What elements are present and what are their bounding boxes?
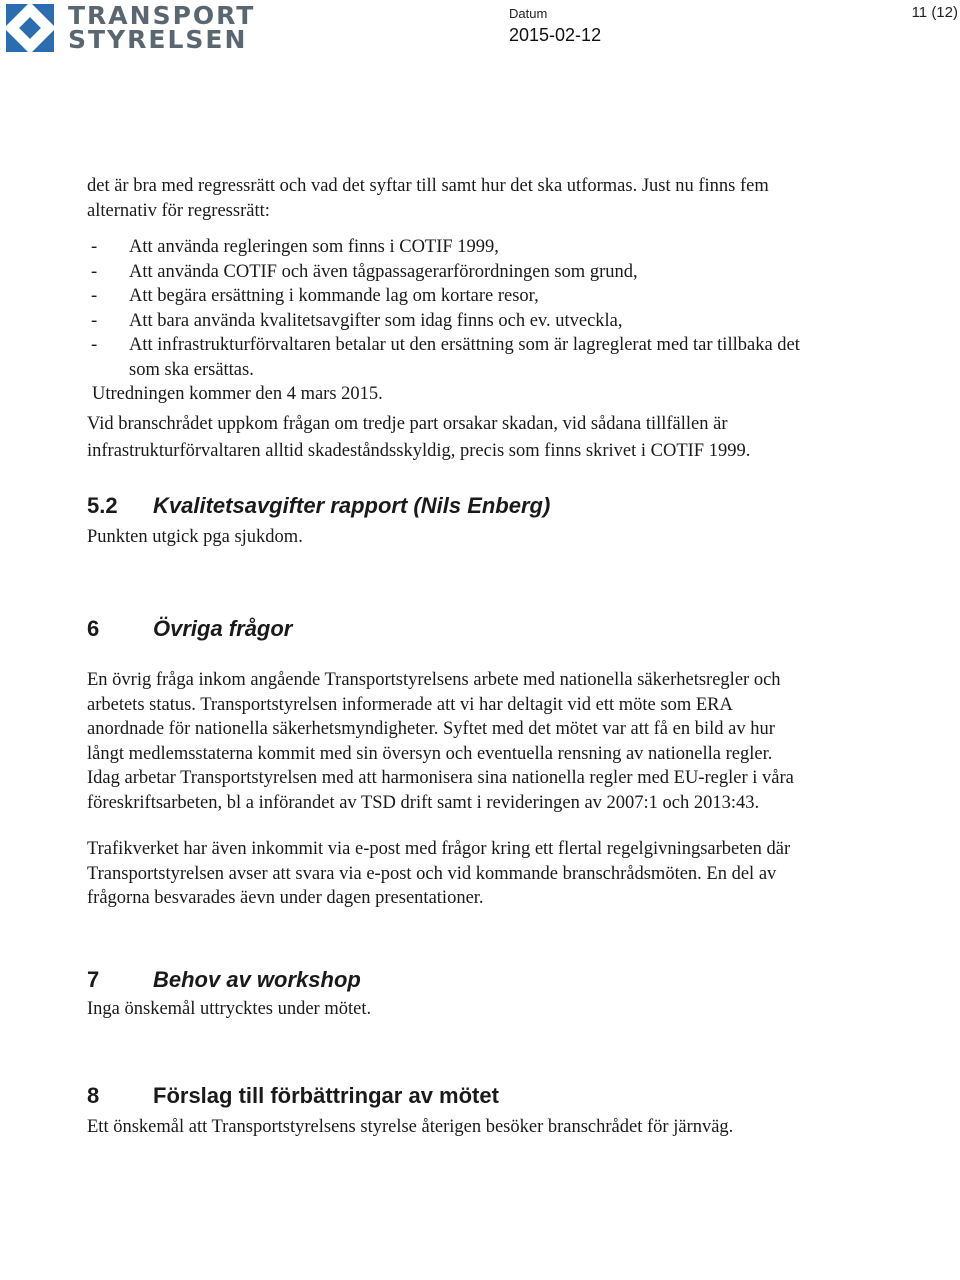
section-heading-5-2	[87, 492, 807, 520]
date-value: 2015-02-12	[509, 25, 602, 45]
section-6-paragraph-1: En övrig fråga inkom angående Transportstyrelsens arbete med nationella säkerhetsregler och arbetets status. Transportstyrelsen informerade att vi har deltagit vid ett möte som ERA anordnade för nationella säkerhetsmyndigheter. Syftet med det mötet var att få en bild av hur långt medlemsstaterna kommit med sin översyn och eventuella rensning av nationella regler. Idag arbetar Transportstyrelsen med att harmonisera sina nationella regler med EU-regler i våra föreskriftsarbeten, bl a införandet av TSD drift samt i revideringen av 2007:1 och 2013:43.	[87, 670, 794, 813]
section-title: Övriga frågor	[153, 616, 293, 641]
section-number: 8	[87, 1083, 100, 1108]
section-heading-7	[87, 966, 807, 994]
section-heading-6	[87, 615, 807, 643]
section-title: Förslag till förbättringar av mötet	[153, 1083, 499, 1108]
section-number: 5.2	[87, 492, 118, 518]
list-item: - Att begära ersättning i kommande lag om kortare resor,	[87, 284, 807, 309]
list-item: - Att bara använda kvalitetsavgifter som idag finns och ev. utveckla,	[87, 309, 807, 334]
list-item: - Att använda regleringen som finns i COTIF 1999,	[87, 235, 807, 260]
section-7-paragraph: Inga önskemål uttrycktes under mötet.	[87, 998, 372, 1019]
logo-line1: TRANSPORT	[68, 1, 256, 30]
list-item: - Att infrastrukturförvaltaren betalar ut den ersättning som är lagreglerat med tar tillbaka det som ska ersättas.	[87, 333, 807, 382]
document-body	[87, 174, 807, 1141]
section-title: Kvalitetsavgifter rapport (Nils Enberg)	[153, 492, 551, 518]
section-title: Behov av workshop	[153, 966, 361, 992]
section-5-2-paragraph: Punkten utgick pga sjukdom.	[87, 526, 303, 547]
page-number: 11 (12)	[911, 4, 958, 21]
date-block	[509, 6, 601, 46]
list-item: - Att använda COTIF och även tågpassagerarförordningen som grund,	[87, 260, 807, 285]
section-6-paragraph-2: Trafikverket har även inkommit via e-post med frågor kring ett flertal regelgivningsarbeten där Transportstyrelsen avser att svara via e-post och vid kommande branschrådsmöten. En del av frågorna besvarades äevn under dagen presentationer.	[87, 839, 791, 908]
section-number: 6	[87, 616, 100, 641]
logo-line2: STYRELSEN	[68, 25, 248, 54]
section-8-paragraph: Ett önskemål att Transportstyrelsens styrelse återigen besöker branschrådet för järnväg.	[87, 1117, 734, 1137]
regress-alternatives-list	[87, 235, 807, 382]
intro-paragraph: det är bra med regressrätt och vad det syftar till samt hur det ska utformas. Just nu finns fem alternativ för regressrätt:	[87, 176, 769, 221]
section-heading-8	[87, 1082, 807, 1110]
section-number: 7	[87, 966, 100, 992]
logo-mark-icon	[6, 4, 54, 52]
third-party-paragraph: Vid branschrådet uppkom frågan om tredje part orsakar skadan, vid sådana tillfällen är infrastrukturförvaltaren alltid skadeståndsskyldig, precis som finns skrivet i COTIF 1999.	[87, 413, 751, 461]
investigation-note: Utredningen kommer den 4 mars 2015.	[92, 384, 383, 404]
transportstyrelsen-logo	[6, 1, 256, 54]
date-label: Datum	[509, 6, 548, 21]
